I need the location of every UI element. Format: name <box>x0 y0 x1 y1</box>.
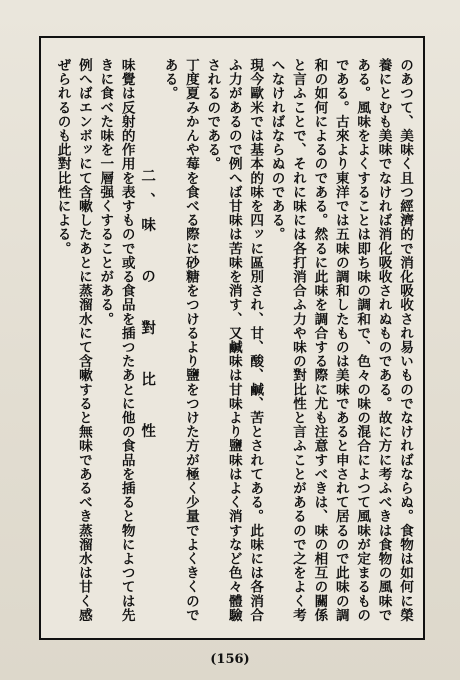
paragraph-2: 現今歐米では基本的味を四ッに區別され、甘、酸、鹹、苦とされてある。此味には各消合ふ力があるので例へば甘味は苦味を消す、又鹹味は甘味より鹽味はよく消すなど色々體驗されるのである。 <box>204 58 264 622</box>
paragraph-3: 丁度夏みかんや莓を食べる際に砂糖をつけるより鹽をつけた方が極く少量でよくきくのである。 <box>161 58 199 622</box>
paragraph-5: 例へばエンボッにて含嗽したあとに蒸溜水にて含嗽すると無味であるべき蒸溜水は甘く感ぜられるのも此對比性による。 <box>54 58 92 622</box>
body-text <box>51 58 415 628</box>
page-number: (156) <box>210 652 250 667</box>
section-heading: 二、味 の 對 比 性 <box>139 168 157 448</box>
text-frame <box>39 36 425 640</box>
paragraph-1: のあつて、美味く且つ經濟的で消化吸收され易いものでなければならぬ。食物は如何に榮養にとむも美味でなければ消化吸收されぬものである。故に方に考ふべきは食物の風味である。風味をよくすることは即ち味の調和で、色々の味の混合によつて風味が定まるものである。古來より東洋では五味の調和したものは美味であると申されて居るので此味の調和の如何によるのである。然るに此味を調合する際に尤も注意すべきは、味の相互の關係と言ふことで、それに味には各打消合ふ力や味の對比性と言ふことがあるので之をよく考へなければならぬのである。 <box>268 58 413 622</box>
paragraph-4: 味覺は反射的作用を表すもので或る食品を插つたあとに他の食品を插ると物によつては先きに食べた味を一層强くすることがある。 <box>97 58 135 622</box>
